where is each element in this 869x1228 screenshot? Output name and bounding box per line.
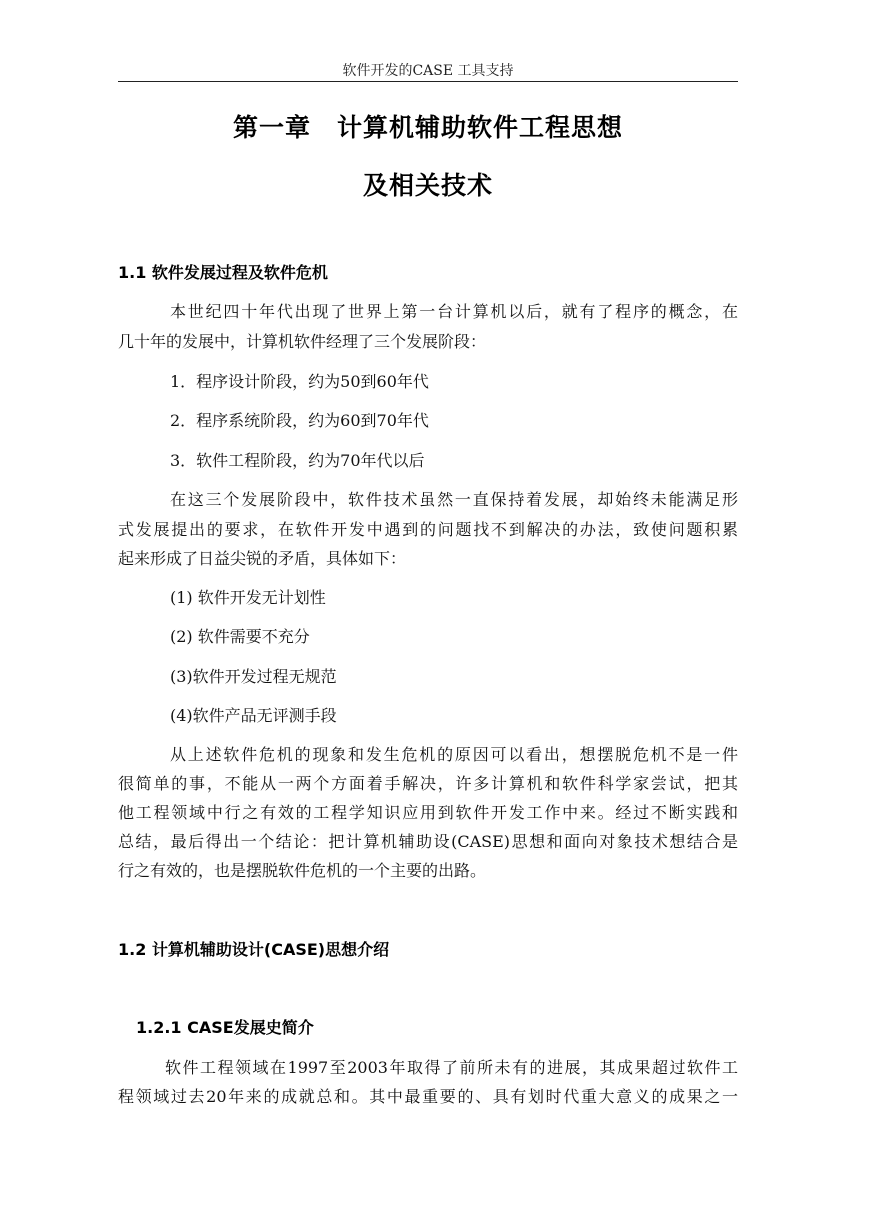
list-item: 1．程序设计阶段，约为50到60年代 xyxy=(170,372,429,391)
list-item: (4)软件产品无评测手段 xyxy=(170,706,337,725)
list-item: 2．程序系统阶段，约为60到70年代 xyxy=(170,411,429,430)
paragraph-line: 总结，最后得出一个结论：把计算机辅助设(CASE)思想和面向对象技术想结合是 xyxy=(118,832,738,851)
paragraph-line: 在这三个发展阶段中，软件技术虽然一直保持着发展，却始终未能满足形 xyxy=(170,490,738,509)
running-header: 软件开发的CASE 工具支持 xyxy=(342,63,514,79)
list-item: (1) 软件开发无计划性 xyxy=(170,588,326,607)
list-item: (2) 软件需要不充分 xyxy=(170,627,310,646)
paragraph-line: 很简单的事，不能从一两个方面着手解决，许多计算机和软件科学家尝试，把其 xyxy=(118,774,738,793)
section-heading-1-2-1: 1.2.1 CASE发展史简介 xyxy=(136,1018,314,1037)
section-heading-1-1: 1.1 软件发展过程及软件危机 xyxy=(118,263,328,282)
header-rule xyxy=(118,81,738,82)
paragraph-line: 他工程领域中行之有效的工程学知识应用到软件开发工作中来。经过不断实践和 xyxy=(118,803,738,822)
paragraph-line: 程领域过去20年来的成就总和。其中最重要的、具有划时代重大意义的成果之一 xyxy=(118,1087,738,1106)
paragraph-line: 行之有效的，也是摆脱软件危机的一个主要的出路。 xyxy=(118,861,487,880)
list-item: (3)软件开发过程无规范 xyxy=(170,667,337,686)
chapter-title-line-1: 第一章 计算机辅助软件工程思想 xyxy=(232,113,623,142)
chapter-title-line-2: 及相关技术 xyxy=(362,171,493,200)
list-item: 3．软件工程阶段，约为70年代以后 xyxy=(170,451,425,470)
paragraph-line: 从上述软件危机的现象和发生危机的原因可以看出，想摆脱危机不是一件 xyxy=(170,745,738,764)
paragraph-line: 起来形成了日益尖锐的矛盾，具体如下： xyxy=(118,549,407,568)
paragraph-line: 几十年的发展中，计算机软件经理了三个发展阶段： xyxy=(118,332,487,351)
paragraph-line: 本世纪四十年代出现了世界上第一台计算机以后，就有了程序的概念，在 xyxy=(170,302,738,321)
paragraph-line: 式发展提出的要求，在软件开发中遇到的问题找不到解决的办法，致使问题积累 xyxy=(118,520,738,539)
paragraph-line: 软件工程领域在1997至2003年取得了前所未有的进展，其成果超过软件工 xyxy=(165,1058,738,1077)
section-heading-1-2: 1.2 计算机辅助设计(CASE)思想介绍 xyxy=(118,940,390,959)
